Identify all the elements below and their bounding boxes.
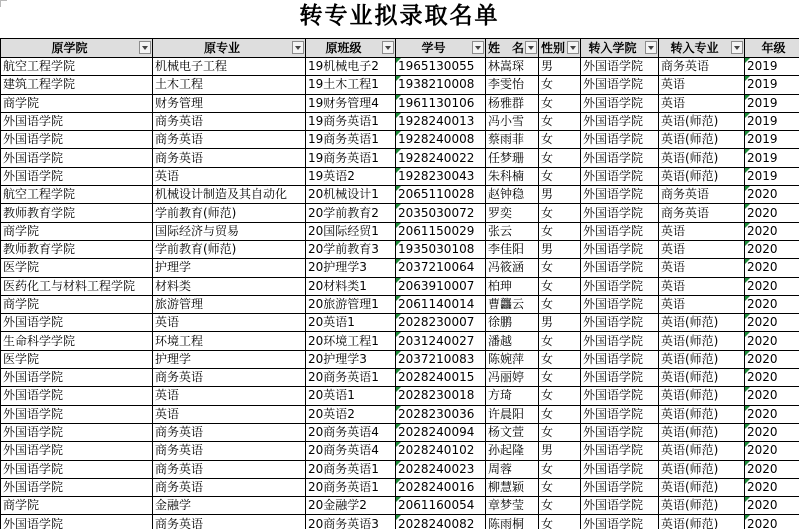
cell-grade[interactable]: 2019 [745, 167, 799, 185]
column-header-name[interactable] [486, 39, 539, 58]
cell-orig-major[interactable]: 护理学 [153, 350, 306, 368]
cell-grade[interactable]: 2019 [745, 94, 799, 112]
cell-target-major[interactable]: 英语(师范) [659, 460, 745, 478]
cell-orig-major[interactable]: 土木工程 [153, 76, 306, 94]
column-header-label: 姓 名 [488, 40, 525, 55]
filter-dropdown-icon[interactable] [382, 41, 394, 54]
cell-student-id[interactable]: 2035030072 [396, 204, 486, 222]
cell-student-id[interactable]: 2028230007 [396, 314, 486, 332]
cell-student-id[interactable]: 2028230018 [396, 387, 486, 405]
cell-student-id[interactable]: 2061160054 [396, 497, 486, 515]
cell-target-major[interactable]: 英语(师范) [659, 131, 745, 149]
cell-orig-major[interactable]: 环境工程 [153, 332, 306, 350]
cell-student-id[interactable]: 1928240022 [396, 149, 486, 167]
cell-target-major[interactable]: 英语(师范) [659, 442, 745, 460]
cell-student-id[interactable]: 2028240094 [396, 423, 486, 441]
cell-target-college[interactable]: 外国语学院 [581, 442, 659, 460]
cell-target-major[interactable]: 英语(师范) [659, 405, 745, 423]
cell-target-major[interactable]: 商务英语 [659, 58, 745, 76]
cell-student-id[interactable]: 1965130055 [396, 58, 486, 76]
table-row [1, 332, 799, 350]
cell-target-major[interactable]: 英语(师范) [659, 112, 745, 130]
cell-name[interactable]: 杨文萱 [486, 423, 539, 441]
cell-orig-college[interactable]: 医学院 [1, 350, 153, 368]
cell-name[interactable]: 陈雨桐 [486, 515, 539, 529]
cell-orig-class[interactable]: 19财务管理4 [306, 94, 396, 112]
cell-gender[interactable]: 女 [539, 387, 581, 405]
filter-dropdown-icon[interactable] [567, 41, 579, 54]
table-row [1, 314, 799, 332]
cell-name[interactable]: 罗奕 [486, 204, 539, 222]
cell-target-college[interactable]: 外国语学院 [581, 277, 659, 295]
cell-grade[interactable]: 2020 [745, 259, 799, 277]
cell-student-id[interactable]: 2061140014 [396, 295, 486, 313]
cell-grade[interactable]: 2020 [745, 240, 799, 258]
header-row [1, 39, 799, 58]
cell-orig-class[interactable]: 20国际经贸1 [306, 222, 396, 240]
cell-target-college[interactable]: 外国语学院 [581, 131, 659, 149]
filter-dropdown-icon[interactable] [292, 41, 304, 54]
cell-orig-college[interactable]: 外国语学院 [1, 460, 153, 478]
cell-orig-class[interactable]: 20护理学3 [306, 259, 396, 277]
cell-target-college[interactable]: 外国语学院 [581, 240, 659, 258]
cell-grade[interactable]: 2020 [745, 387, 799, 405]
cell-grade[interactable]: 2020 [745, 497, 799, 515]
cell-student-id[interactable]: 2028230036 [396, 405, 486, 423]
cell-grade[interactable]: 2019 [745, 149, 799, 167]
cell-orig-class[interactable]: 19土木工程1 [306, 76, 396, 94]
admission-table [0, 38, 799, 529]
cell-target-college[interactable]: 外国语学院 [581, 167, 659, 185]
cell-student-id[interactable]: 1961130106 [396, 94, 486, 112]
cell-orig-major[interactable]: 英语 [153, 314, 306, 332]
cell-target-major[interactable]: 英语(师范) [659, 314, 745, 332]
cell-orig-major[interactable]: 商务英语 [153, 423, 306, 441]
table-row [1, 204, 799, 222]
cell-orig-college[interactable]: 外国语学院 [1, 387, 153, 405]
cell-name[interactable]: 徐鹏 [486, 314, 539, 332]
cell-orig-class[interactable]: 19英语2 [306, 167, 396, 185]
cell-gender[interactable]: 男 [539, 314, 581, 332]
cell-orig-class[interactable]: 20英语1 [306, 314, 396, 332]
cell-orig-major[interactable]: 英语 [153, 387, 306, 405]
column-header-label: 原班级 [325, 40, 362, 55]
cell-grade[interactable]: 2019 [745, 112, 799, 130]
cell-target-major[interactable]: 英语(师范) [659, 423, 745, 441]
cell-orig-college[interactable]: 外国语学院 [1, 369, 153, 387]
cell-name[interactable]: 蔡雨菲 [486, 131, 539, 149]
cell-target-college[interactable]: 外国语学院 [581, 204, 659, 222]
cell-orig-class[interactable]: 20旅游管理1 [306, 295, 396, 313]
cell-orig-major[interactable]: 商务英语 [153, 149, 306, 167]
cell-target-college[interactable]: 外国语学院 [581, 112, 659, 130]
cell-orig-college[interactable]: 医学院 [1, 259, 153, 277]
cell-target-major[interactable]: 商务英语 [659, 204, 745, 222]
cell-orig-class[interactable]: 19商务英语1 [306, 131, 396, 149]
table-row [1, 350, 799, 368]
cell-gender[interactable]: 女 [539, 259, 581, 277]
cell-name[interactable]: 陈婉萍 [486, 350, 539, 368]
cell-target-major[interactable]: 英语(师范) [659, 149, 745, 167]
cell-student-id[interactable]: 2028240082 [396, 515, 486, 529]
cell-name[interactable]: 孙起隆 [486, 442, 539, 460]
cell-student-id[interactable]: 2063910007 [396, 277, 486, 295]
cell-orig-class[interactable]: 20商务英语4 [306, 423, 396, 441]
cell-gender[interactable]: 女 [539, 405, 581, 423]
table-row [1, 369, 799, 387]
cell-name[interactable]: 许晨阳 [486, 405, 539, 423]
cell-target-major[interactable]: 英语 [659, 259, 745, 277]
cell-name[interactable]: 方琦 [486, 387, 539, 405]
cell-orig-college[interactable]: 外国语学院 [1, 314, 153, 332]
column-header-label: 原学院 [51, 40, 88, 55]
cell-target-major[interactable]: 英语(师范) [659, 387, 745, 405]
cell-student-id[interactable]: 2061150029 [396, 222, 486, 240]
cell-orig-major[interactable]: 财务管理 [153, 94, 306, 112]
table-row [1, 259, 799, 277]
cell-orig-major[interactable]: 学前教育(师范) [153, 240, 306, 258]
cell-target-major[interactable]: 英语(师范) [659, 167, 745, 185]
cell-grade[interactable]: 2020 [745, 478, 799, 496]
table-row [1, 76, 799, 94]
column-header-label: 原专业 [203, 40, 240, 55]
cell-orig-college[interactable]: 商学院 [1, 222, 153, 240]
table-row [1, 460, 799, 478]
cell-name[interactable]: 章梦莹 [486, 497, 539, 515]
table-row [1, 222, 799, 240]
cell-orig-college[interactable]: 生命科学学院 [1, 332, 153, 350]
cell-orig-college[interactable]: 教师教育学院 [1, 240, 153, 258]
cell-grade[interactable]: 2019 [745, 58, 799, 76]
cell-orig-class[interactable]: 20英语2 [306, 405, 396, 423]
cell-name[interactable]: 朱科楠 [486, 167, 539, 185]
cell-name[interactable]: 杨雅群 [486, 94, 539, 112]
cell-orig-class[interactable]: 19机械电子2 [306, 58, 396, 76]
column-header-label: 学号 [421, 40, 446, 55]
cell-orig-major[interactable]: 商务英语 [153, 442, 306, 460]
table-row [1, 112, 799, 130]
cell-orig-major[interactable]: 金融学 [153, 497, 306, 515]
cell-target-major[interactable]: 英语 [659, 94, 745, 112]
cell-target-college[interactable]: 外国语学院 [581, 478, 659, 496]
cell-orig-major[interactable]: 商务英语 [153, 515, 306, 529]
column-header-label: 转入专业 [670, 40, 719, 55]
cell-grade[interactable]: 2020 [745, 369, 799, 387]
cell-name[interactable]: 冯筱涵 [486, 259, 539, 277]
cell-target-major[interactable]: 英语 [659, 295, 745, 313]
cell-target-major[interactable]: 英语 [659, 76, 745, 94]
cell-orig-college[interactable]: 外国语学院 [1, 515, 153, 529]
cell-gender[interactable]: 女 [539, 167, 581, 185]
cell-orig-class[interactable]: 20商务英语3 [306, 515, 396, 529]
column-header-label: 年级 [761, 40, 786, 55]
cell-orig-college[interactable]: 外国语学院 [1, 423, 153, 441]
column-header-student-id[interactable] [396, 39, 486, 58]
table-row [1, 277, 799, 295]
cell-name[interactable]: 任梦珊 [486, 149, 539, 167]
cell-orig-college[interactable]: 外国语学院 [1, 149, 153, 167]
table-row [1, 387, 799, 405]
column-header-orig-class[interactable] [306, 39, 396, 58]
cell-target-major[interactable]: 英语 [659, 240, 745, 258]
cell-gender[interactable]: 男 [539, 442, 581, 460]
filter-dropdown-icon[interactable] [525, 41, 537, 54]
cell-gender[interactable]: 女 [539, 112, 581, 130]
cell-name[interactable]: 李佳阳 [486, 240, 539, 258]
cell-target-college[interactable]: 外国语学院 [581, 186, 659, 204]
cell-orig-class[interactable]: 20商务英语1 [306, 460, 396, 478]
cell-gender[interactable]: 女 [539, 131, 581, 149]
cell-student-id[interactable]: 2037210064 [396, 259, 486, 277]
cell-orig-major[interactable]: 英语 [153, 167, 306, 185]
cell-grade[interactable]: 2019 [745, 76, 799, 94]
cell-target-major[interactable]: 英语(师范) [659, 478, 745, 496]
cell-orig-class[interactable]: 20环境工程1 [306, 332, 396, 350]
cell-orig-major[interactable]: 商务英语 [153, 131, 306, 149]
cell-orig-class[interactable]: 20材料类1 [306, 277, 396, 295]
table-row [1, 167, 799, 185]
table-body [1, 58, 799, 529]
cell-target-college[interactable]: 外国语学院 [581, 423, 659, 441]
cell-orig-college[interactable]: 航空工程学院 [1, 186, 153, 204]
cell-student-id[interactable]: 1928230043 [396, 167, 486, 185]
cell-orig-college[interactable]: 外国语学院 [1, 167, 153, 185]
cell-orig-class[interactable]: 20金融学2 [306, 497, 396, 515]
cell-grade[interactable]: 2020 [745, 442, 799, 460]
column-header-orig-major[interactable] [153, 39, 306, 58]
cell-target-college[interactable]: 外国语学院 [581, 350, 659, 368]
cell-grade[interactable]: 2020 [745, 460, 799, 478]
cell-target-college[interactable]: 外国语学院 [581, 497, 659, 515]
cell-name[interactable]: 张云 [486, 222, 539, 240]
cell-name[interactable]: 冯小雪 [486, 112, 539, 130]
cell-target-college[interactable]: 外国语学院 [581, 94, 659, 112]
cell-orig-college[interactable]: 建筑工程学院 [1, 76, 153, 94]
table-row [1, 405, 799, 423]
cell-orig-college[interactable]: 教师教育学院 [1, 204, 153, 222]
cell-student-id[interactable]: 2028240023 [396, 460, 486, 478]
cell-gender[interactable]: 女 [539, 460, 581, 478]
cell-orig-class[interactable]: 20英语1 [306, 387, 396, 405]
cell-target-college[interactable]: 外国语学院 [581, 515, 659, 529]
table-row [1, 295, 799, 313]
cell-orig-class[interactable]: 20商务英语1 [306, 369, 396, 387]
cell-name[interactable]: 冯丽婷 [486, 369, 539, 387]
cell-gender[interactable]: 女 [539, 94, 581, 112]
column-header-target-major[interactable] [659, 39, 745, 58]
table-row [1, 58, 799, 76]
cell-target-major[interactable]: 商务英语 [659, 186, 745, 204]
table-row [1, 423, 799, 441]
cell-name[interactable]: 柏珅 [486, 277, 539, 295]
cell-student-id[interactable]: 2065110028 [396, 186, 486, 204]
cell-gender[interactable]: 女 [539, 423, 581, 441]
cell-target-college[interactable]: 外国语学院 [581, 369, 659, 387]
cell-orig-college[interactable]: 航空工程学院 [1, 58, 153, 76]
cell-target-college[interactable]: 外国语学院 [581, 387, 659, 405]
cell-orig-college[interactable]: 外国语学院 [1, 131, 153, 149]
sheet-title: 转专业拟录取名单 [299, 2, 500, 29]
cell-grade[interactable]: 2020 [745, 405, 799, 423]
cell-orig-major[interactable]: 商务英语 [153, 478, 306, 496]
cell-target-college[interactable]: 外国语学院 [581, 76, 659, 94]
cell-grade[interactable]: 2020 [745, 204, 799, 222]
cell-gender[interactable]: 女 [539, 478, 581, 496]
cell-gender[interactable]: 男 [539, 186, 581, 204]
cell-orig-college[interactable]: 商学院 [1, 295, 153, 313]
cell-orig-college[interactable]: 医药化工与材料工程学院 [1, 277, 153, 295]
cell-orig-major[interactable]: 国际经济与贸易 [153, 222, 306, 240]
cell-student-id[interactable]: 1928240013 [396, 112, 486, 130]
column-header-gender[interactable] [539, 39, 581, 58]
cell-orig-college[interactable]: 外国语学院 [1, 442, 153, 460]
filter-dropdown-icon[interactable] [645, 41, 657, 54]
cell-student-id[interactable]: 2037210083 [396, 350, 486, 368]
cell-target-major[interactable]: 英语(师范) [659, 332, 745, 350]
cell-orig-college[interactable]: 外国语学院 [1, 478, 153, 496]
cell-student-id[interactable]: 1938210008 [396, 76, 486, 94]
cell-gender[interactable]: 女 [539, 295, 581, 313]
cell-student-id[interactable]: 1935030108 [396, 240, 486, 258]
cell-gender[interactable]: 女 [539, 76, 581, 94]
table-row [1, 497, 799, 515]
cell-orig-major[interactable]: 商务英语 [153, 460, 306, 478]
cell-grade[interactable]: 2019 [745, 131, 799, 149]
cell-gender[interactable]: 女 [539, 149, 581, 167]
cell-grade[interactable]: 2020 [745, 314, 799, 332]
cell-target-major[interactable]: 英语(师范) [659, 369, 745, 387]
cell-student-id[interactable]: 2028240102 [396, 442, 486, 460]
cell-grade[interactable]: 2020 [745, 222, 799, 240]
cell-student-id[interactable]: 2028240016 [396, 478, 486, 496]
cell-orig-class[interactable]: 20学前教育2 [306, 204, 396, 222]
table-row [1, 94, 799, 112]
table-row [1, 515, 799, 529]
cell-orig-college[interactable]: 外国语学院 [1, 112, 153, 130]
cell-orig-class[interactable]: 20护理学3 [306, 350, 396, 368]
cell-orig-class[interactable]: 20机械设计1 [306, 186, 396, 204]
cell-target-major[interactable]: 英语 [659, 277, 745, 295]
cell-orig-major[interactable]: 英语 [153, 405, 306, 423]
cell-orig-class[interactable]: 20商务英语4 [306, 442, 396, 460]
cell-name[interactable]: 李雯怡 [486, 76, 539, 94]
cell-name[interactable]: 林嵩琛 [486, 58, 539, 76]
cell-grade[interactable]: 2020 [745, 515, 799, 529]
cell-gender[interactable]: 女 [539, 350, 581, 368]
cell-orig-college[interactable]: 外国语学院 [1, 405, 153, 423]
cell-orig-college[interactable]: 商学院 [1, 497, 153, 515]
filter-dropdown-icon[interactable] [139, 41, 151, 54]
cell-gender[interactable]: 女 [539, 332, 581, 350]
cell-orig-major[interactable]: 旅游管理 [153, 295, 306, 313]
cell-gender[interactable]: 女 [539, 515, 581, 529]
table-row [1, 442, 799, 460]
column-header-grade[interactable] [745, 39, 799, 58]
cell-grade[interactable]: 2020 [745, 332, 799, 350]
cell-grade[interactable]: 2020 [745, 423, 799, 441]
cell-orig-major[interactable]: 材料类 [153, 277, 306, 295]
cell-name[interactable]: 周蓉 [486, 460, 539, 478]
cell-orig-major[interactable]: 护理学 [153, 259, 306, 277]
cell-orig-major[interactable]: 商务英语 [153, 369, 306, 387]
table-row [1, 131, 799, 149]
cell-target-major[interactable]: 英语(师范) [659, 497, 745, 515]
cell-target-college[interactable]: 外国语学院 [581, 405, 659, 423]
cell-orig-major[interactable]: 学前教育(师范) [153, 204, 306, 222]
column-header-orig-college[interactable] [1, 39, 153, 58]
cell-orig-major[interactable]: 机械设计制造及其自动化 [153, 186, 306, 204]
column-header-label: 性别 [541, 40, 566, 55]
cell-student-id[interactable]: 2028240015 [396, 369, 486, 387]
cell-target-college[interactable]: 外国语学院 [581, 149, 659, 167]
cell-grade[interactable]: 2020 [745, 277, 799, 295]
cell-target-college[interactable]: 外国语学院 [581, 222, 659, 240]
cell-grade[interactable]: 2020 [745, 350, 799, 368]
cell-target-major[interactable]: 英语(师范) [659, 350, 745, 368]
table-row [1, 478, 799, 496]
filter-dropdown-icon[interactable] [731, 41, 743, 54]
cell-name[interactable]: 潘越 [486, 332, 539, 350]
column-header-label: 转入学院 [588, 40, 637, 55]
table-row [1, 240, 799, 258]
cell-grade[interactable]: 2020 [745, 186, 799, 204]
cell-target-college[interactable]: 外国语学院 [581, 332, 659, 350]
cell-gender[interactable]: 男 [539, 240, 581, 258]
cell-orig-college[interactable]: 商学院 [1, 94, 153, 112]
cell-target-college[interactable]: 外国语学院 [581, 314, 659, 332]
cell-name[interactable]: 曹龘云 [486, 295, 539, 313]
cell-target-major[interactable]: 英语 [659, 222, 745, 240]
table-row [1, 149, 799, 167]
cell-student-id[interactable]: 1928240008 [396, 131, 486, 149]
cell-orig-class[interactable]: 19商务英语1 [306, 149, 396, 167]
filter-dropdown-icon[interactable] [472, 41, 484, 54]
cell-orig-class[interactable]: 19商务英语1 [306, 112, 396, 130]
cell-grade[interactable]: 2020 [745, 295, 799, 313]
table-row [1, 186, 799, 204]
cell-gender[interactable]: 女 [539, 204, 581, 222]
cell-target-college[interactable]: 外国语学院 [581, 460, 659, 478]
cell-student-id[interactable]: 2031240027 [396, 332, 486, 350]
cell-target-college[interactable]: 外国语学院 [581, 58, 659, 76]
cell-gender[interactable]: 女 [539, 497, 581, 515]
cell-orig-major[interactable]: 商务英语 [153, 112, 306, 130]
cell-orig-class[interactable]: 20学前教育3 [306, 240, 396, 258]
cell-target-college[interactable]: 外国语学院 [581, 259, 659, 277]
cell-gender[interactable]: 女 [539, 277, 581, 295]
cell-gender[interactable]: 女 [539, 369, 581, 387]
cell-target-college[interactable]: 外国语学院 [581, 295, 659, 313]
cell-target-major[interactable]: 英语(师范) [659, 515, 745, 529]
cell-name[interactable]: 赵钟稳 [486, 186, 539, 204]
cell-gender[interactable]: 男 [539, 58, 581, 76]
cell-gender[interactable]: 女 [539, 222, 581, 240]
cell-orig-major[interactable]: 机械电子工程 [153, 58, 306, 76]
cell-orig-class[interactable]: 20商务英语1 [306, 478, 396, 496]
cell-name[interactable]: 柳慧颖 [486, 478, 539, 496]
column-header-target-college[interactable] [581, 39, 659, 58]
